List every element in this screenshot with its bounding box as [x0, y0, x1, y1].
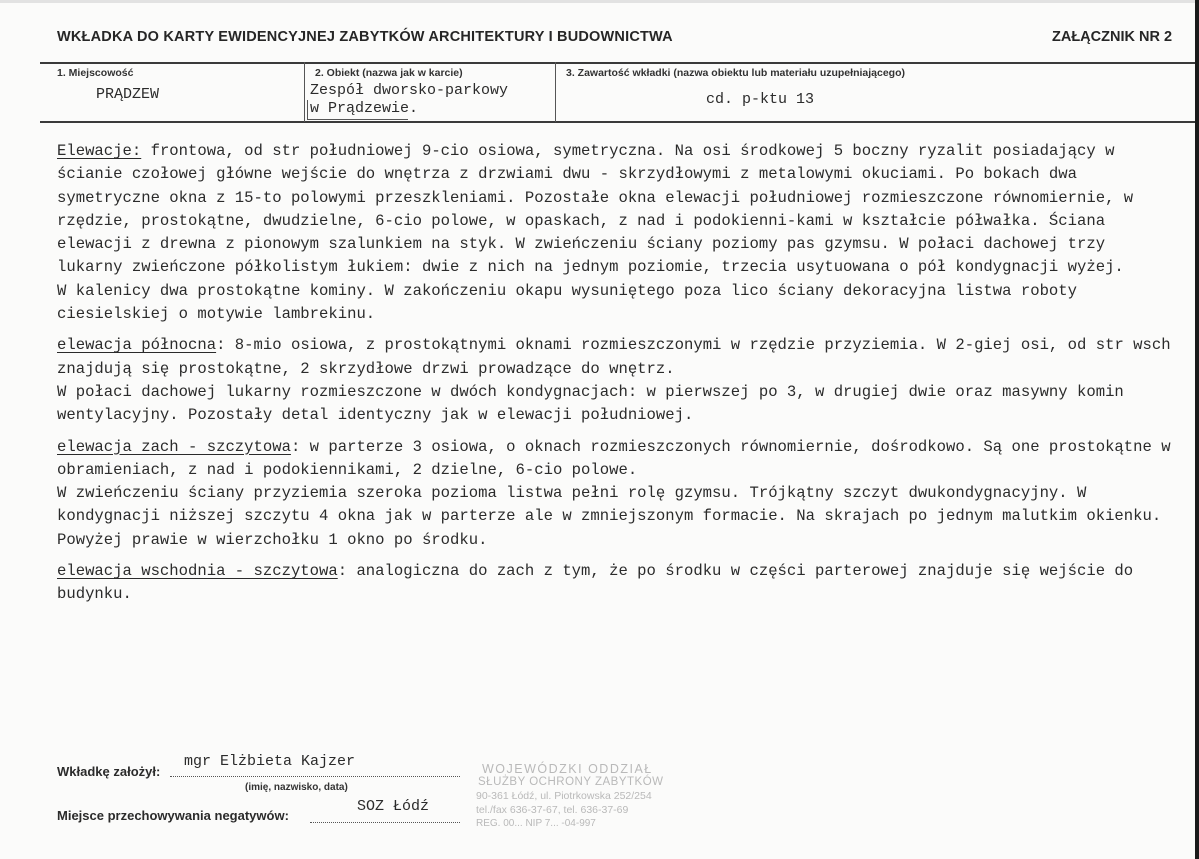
section-text-continued: W połaci dachowej lukarny rozmieszczone w dwóch kondygnacjach: w pierwszej po 3, w drugiej dwie oraz masywny komin wentylacyjny. Pozostały detal identyczny jak w elewacji południowej. — [57, 382, 1124, 425]
section-heading: elewacja zach - szczytowa — [57, 437, 291, 456]
section-heading: elewacja wschodnia - szczytowa — [57, 562, 338, 581]
section-text: : 8-mio osiowa, z prostokątnymi oknami rozmieszczonymi w rzędzie przyziemia. W 2-giej osi, od str wsch znajdują się prostokątne, 2 skrzydłowe drzwi prowadzące do wnętrz. — [57, 336, 1171, 378]
section-text-continued: W kalenicy dwa prostokątne kominy. W zakończeniu okapu wysuniętego poza lico ściany dekoracyjna listwa roboty ciesielskiej o motywie lambrekinu. — [57, 281, 1077, 324]
content-label: 3. Zawartość wkładki (nazwa obiektu lub materiału uzupełniającego) — [566, 67, 905, 79]
section-text: : w parterze 3 osiowa, o oknach rozmieszczonych równomiernie, dośrodkowo. Są one prostokątne w obramieniach, z nad i podokiennikami, 2 dzielne, 6-cio polowe. — [57, 437, 1171, 479]
section-north — [57, 334, 1177, 427]
section-heading: elewacja północna — [57, 336, 217, 355]
object-value-box — [307, 100, 408, 120]
header-rule-bottom — [40, 121, 1195, 123]
annex-number: ZAŁĄCZNIK NR 2 — [1052, 29, 1173, 45]
section-west — [57, 436, 1177, 552]
office-stamp — [470, 762, 670, 836]
object-line-2: w Prądzewie. — [310, 100, 419, 117]
negatives-label: Miejsce przechowywania negatywów: — [57, 808, 289, 823]
header-rule-top — [40, 62, 1195, 64]
description-body — [57, 140, 1177, 615]
negatives-dotted-line — [310, 822, 460, 823]
section-text: : analogiczna do zach z tym, że po środku w części parterowej znajduje się wejście do budynku. — [57, 562, 1134, 604]
author-dotted-line — [170, 776, 460, 777]
author-hint: (imię, nazwisko, data) — [245, 782, 348, 793]
stamp-line: SŁUŻBY OCHRONY ZABYTKÓW — [478, 776, 664, 788]
section-text-continued: W zwieńczeniu ściany przyziemia szeroka pozioma listwa pełni rolę gzymsu. Trójkątny szczyt dwukondygnacyjny. W kondygnacji niższej szczytu 4 okna jak w parterze ale w zmniejszonym formacie. Na skrajach po jednym malutkim okienku. Powyżej prawie w wierzchołku 1 okno po środku. — [57, 484, 1162, 549]
section-heading: Elewacje: — [57, 142, 142, 160]
stamp-line: tel./fax 636-37-67, tel. 636-37-69 — [476, 804, 629, 816]
content-value: cd. p-ktu 13 — [706, 91, 815, 108]
scan-edge-right — [1195, 0, 1199, 859]
scan-edge-top — [0, 0, 1199, 3]
field-divider-2 — [555, 62, 556, 122]
object-label: 2. Obiekt (nazwa jak w karcie) — [315, 67, 463, 79]
stamp-line: REG. 00... NIP 7... -04-997 — [476, 818, 596, 829]
place-label: 1. Miejscowość — [57, 67, 134, 79]
author-label: Wkładkę założył: — [57, 764, 161, 779]
stamp-line: 90-361 Łódź, ul. Piotrkowska 252/254 — [476, 790, 652, 802]
section-east — [57, 560, 1177, 607]
stamp-line: WOJEWÓDZKI ODDZIAŁ — [482, 762, 653, 776]
negatives-value: SOZ Łódź — [357, 798, 430, 815]
object-line-1: Zespół dworsko-parkowy — [310, 82, 509, 99]
author-value: mgr Elżbieta Kajzer — [184, 753, 356, 770]
section-text: frontowa, od str południowej 9-cio osiowa, symetryczna. Na osi środkowej 5 boczny ryzalit posiadający w ścianie czołowej główne wejście do wnętrza z drzwiami dwu - skrzydłowymi z metalowymi okuciami. Po bokach dwa symetryczne okna z 15-to polowymi przeszkleniami. Pozostałe okna elewacji południowej rozmieszczone równomiernie, w rzędzie, prostokątne, dwudzielne, 6-cio polowe, w opaskach, z nad i podokienni-kami w kształcie półwałka. Ściana elewacji z drewna z pionowym szalunkiem na styk. W zwieńczeniu ściany poziomy pas gzymsu. W połaci dachowej trzy lukarny zwieńczone półkolistym łukiem: dwie z nich na jednym poziomie, trzecia usytuowana o pół kondygnacji wyżej. — [57, 142, 1134, 277]
place-value: PRĄDZEW — [96, 86, 160, 103]
form-title: WKŁADKA DO KARTY EWIDENCYJNEJ ZABYTKÓW ARCHITEKTURY I BUDOWNICTWA — [57, 29, 673, 45]
field-divider-1 — [304, 62, 305, 122]
section-elevations — [57, 140, 1177, 326]
